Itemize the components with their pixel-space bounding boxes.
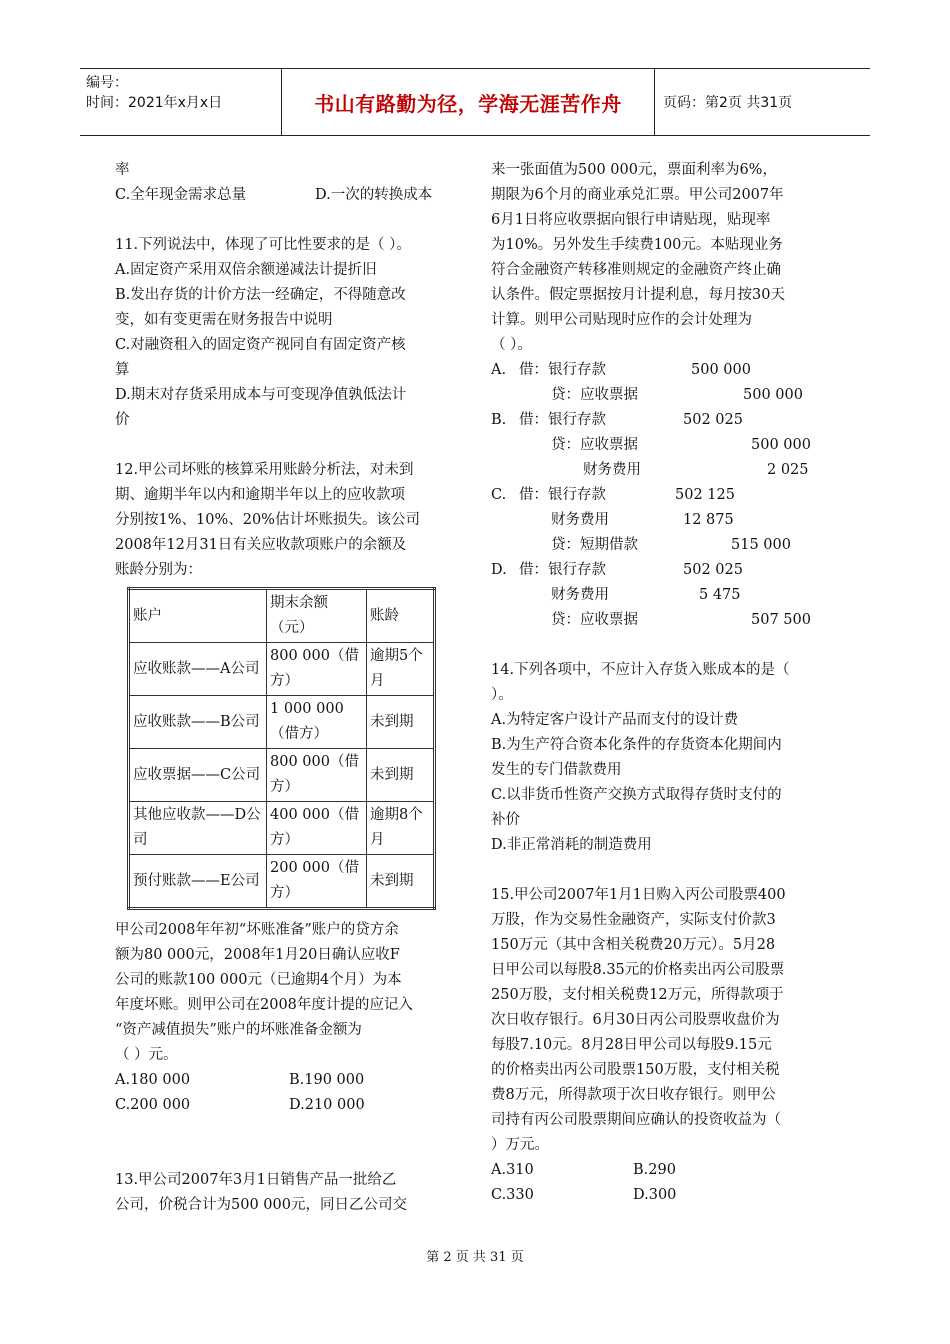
question-14-option-a: A.为特定客户设计产品而支付的设计费 — [491, 712, 739, 728]
table-cell: 未到期 — [367, 749, 435, 802]
question-13-stem: 期限为6个月的商业承兑汇票。甲公司2007年 — [491, 187, 784, 203]
left-column — [115, 158, 465, 1218]
question-13-stem: 认条件。假定票据按月计提利息，每月按30天 — [491, 287, 785, 303]
question-15-option-d: D.300 — [633, 1187, 677, 1203]
table-cell: 800 000（借方） — [267, 643, 367, 696]
table-cell: 逾期8个月 — [367, 802, 435, 855]
page-footer: 第 2 页 共 31 页 — [426, 1250, 524, 1265]
question-12-option-c: C.200 000 — [115, 1097, 191, 1113]
journal-entry-line — [491, 433, 851, 458]
receivables-table — [127, 587, 436, 910]
question-14-option-c-cont: 补价 — [491, 812, 520, 828]
header-page-number: 页码：第2页 共31页 — [663, 95, 793, 111]
question-12-stem: 12.甲公司坏账的核算采用账龄分析法，对未到 — [115, 462, 414, 478]
entry-amount: 12 875 — [683, 512, 734, 528]
table-row — [129, 802, 435, 855]
entry-account: 财务费用 — [583, 462, 641, 478]
entry-amount: 500 000 — [691, 362, 751, 378]
entry-amount: 507 500 — [751, 612, 811, 628]
journal-entry-line — [491, 383, 851, 408]
option-row — [491, 1183, 851, 1208]
journal-entry-line — [491, 608, 851, 633]
question-14-option-b-cont: 发生的专门借款费用 — [491, 762, 622, 778]
option-d: D.一次的转换成本 — [315, 187, 433, 203]
option-row — [115, 183, 465, 208]
question-15-stem: ）万元。 — [491, 1137, 549, 1153]
option-label: C. — [491, 487, 507, 503]
option-label: A. — [491, 362, 507, 378]
journal-entry-line — [491, 483, 851, 508]
entry-amount: 500 000 — [751, 437, 811, 453]
table-header: 账龄 — [367, 589, 435, 643]
option-label: B. — [491, 412, 507, 428]
question-13-stem: 公司，价税合计为500 000元，同日乙公司交 — [115, 1197, 407, 1213]
journal-entry-line — [491, 533, 851, 558]
option-label: D. — [491, 562, 507, 578]
question-13-stem: 6月1日将应收票据向银行申请贴现，贴现率 — [491, 212, 771, 228]
journal-entry-line — [491, 358, 851, 383]
question-13-stem: 计算。则甲公司贴现时应作的会计处理为 — [491, 312, 752, 328]
question-12-text: 甲公司2008年年初“坏账准备”账户的贷方余 — [115, 922, 399, 938]
right-column — [491, 158, 851, 1208]
entry-amount: 502 025 — [683, 412, 743, 428]
table-row — [129, 696, 435, 749]
question-12-text: 公司的账款100 000元（已逾期4个月）为本 — [115, 972, 402, 988]
entry-account: 贷：应收票据 — [551, 437, 638, 453]
entry-amount: 502 125 — [675, 487, 735, 503]
option-c: C.全年现金需求总量 — [115, 187, 247, 203]
entry-account: 贷：短期借款 — [551, 537, 638, 553]
question-12-text: 额为80 000元，2008年1月20日确认应收F — [115, 947, 400, 963]
question-15-stem: 15.甲公司2007年1月1日购入丙公司股票400 — [491, 887, 786, 903]
entry-account: 借：银行存款 — [519, 562, 606, 578]
question-15-stem: 次日收存银行。6月30日丙公司股票收盘价为 — [491, 1012, 780, 1028]
table-cell: 其他应收款——D公司 — [129, 802, 267, 855]
question-15-stem: 150万元（其中含相关税费20万元）。5月28 — [491, 937, 776, 953]
table-header-row — [129, 589, 435, 643]
question-11-option-d-cont: 价 — [115, 412, 130, 428]
question-11-option-c: C.对融资租入的固定资产视同自有固定资产核 — [115, 337, 406, 353]
question-14-stem: ）。 — [491, 687, 513, 703]
entry-account: 借：银行存款 — [519, 362, 606, 378]
table-cell: 200 000（借方） — [267, 855, 367, 909]
table-row — [129, 643, 435, 696]
option-row — [491, 1158, 851, 1183]
question-15-option-b: B.290 — [633, 1162, 676, 1178]
question-12-text: 年度坏账。则甲公司在2008年度计提的应记入 — [115, 997, 413, 1013]
table-cell: 应收账款——B公司 — [129, 696, 267, 749]
journal-entry-line — [491, 508, 851, 533]
question-13-stem: 符合金融资产转移准则规定的金融资产终止确 — [491, 262, 781, 278]
question-11-stem: 11.下列说法中，体现了可比性要求的是（ ）。 — [115, 237, 411, 253]
question-14-option-b: B.为生产符合资本化条件的存货资本化期间内 — [491, 737, 782, 753]
table-cell: 800 000（借方） — [267, 749, 367, 802]
entry-amount: 502 025 — [683, 562, 743, 578]
table-cell: 逾期5个月 — [367, 643, 435, 696]
question-12-stem: 2008年12月31日有关应收款项账户的余额及 — [115, 537, 407, 553]
header-time: 时间：2021年x月x日 — [86, 95, 223, 111]
entry-account: 财务费用 — [551, 587, 609, 603]
table-header: 期末余额（元） — [267, 589, 367, 643]
entry-account: 借：银行存款 — [519, 412, 606, 428]
table-header: 账户 — [129, 589, 267, 643]
continued-text: 率 — [115, 162, 130, 178]
question-11-option-b: B.发出存货的计价方法一经确定，不得随意改 — [115, 287, 406, 303]
table-cell: 未到期 — [367, 855, 435, 909]
question-12-text: （ ）元。 — [115, 1047, 178, 1063]
journal-entry-line — [491, 458, 851, 483]
header-meta — [80, 69, 282, 135]
entry-amount: 2 025 — [767, 462, 809, 478]
journal-entry-line — [491, 583, 851, 608]
question-12-stem: 期、逾期半年以内和逾期半年以上的应收款项 — [115, 487, 405, 503]
question-15-option-a: A.310 — [491, 1162, 534, 1178]
entry-account: 借：银行存款 — [519, 487, 606, 503]
question-11-option-c-cont: 算 — [115, 362, 130, 378]
question-15-stem: 日甲公司以每股8.35元的价格卖出丙公司股票 — [491, 962, 785, 978]
question-11-option-d: D.期末对存货采用成本与可变现净值孰低法计 — [115, 387, 407, 403]
table-cell: 1 000 000（借方） — [267, 696, 367, 749]
entry-account: 财务费用 — [551, 512, 609, 528]
entry-account: 贷：应收票据 — [551, 612, 638, 628]
entry-account: 贷：应收票据 — [551, 387, 638, 403]
question-12-option-a: A.180 000 — [115, 1072, 191, 1088]
question-15-stem: 司持有丙公司股票期间应确认的投资收益为（ — [491, 1112, 781, 1128]
table-cell: 400 000（借方） — [267, 802, 367, 855]
entry-amount: 5 475 — [699, 587, 741, 603]
question-13-stem: （ ）。 — [491, 337, 532, 353]
table-cell: 预付账款——E公司 — [129, 855, 267, 909]
question-11-option-b-cont: 变，如有变更需在财务报告中说明 — [115, 312, 333, 328]
option-row — [115, 1093, 465, 1118]
question-15-stem: 万股，作为交易性金融资产，实际支付价款3 — [491, 912, 776, 928]
table-cell: 应收账款——A公司 — [129, 643, 267, 696]
option-row — [115, 1068, 465, 1093]
question-12-option-b: B.190 000 — [289, 1072, 365, 1088]
question-15-stem: 费8万元，所得款项于次日收存银行。则甲公 — [491, 1087, 776, 1103]
journal-entry-line — [491, 558, 851, 583]
question-14-stem: 14.下列各项中，不应计入存货入账成本的是（ — [491, 662, 790, 678]
question-12-text: “资产减值损失”账户的坏账准备金额为 — [115, 1022, 362, 1038]
journal-entry-line — [491, 408, 851, 433]
table-cell: 应收票据——C公司 — [129, 749, 267, 802]
question-15-option-c: C.330 — [491, 1187, 534, 1203]
question-11-option-a: A.固定资产采用双倍余额递减法计提折旧 — [115, 262, 377, 278]
entry-amount: 500 000 — [743, 387, 803, 403]
question-12-stem: 账龄分别为： — [115, 562, 202, 578]
question-15-stem: 250万股，支付相关税费12万元，所得款项于 — [491, 987, 784, 1003]
question-15-stem: 每股7.10元。8月28日甲公司以每股9.15元 — [491, 1037, 772, 1053]
table-cell: 未到期 — [367, 696, 435, 749]
question-14-option-c: C.以非货币性资产交换方式取得存货时支付的 — [491, 787, 782, 803]
question-12-option-d: D.210 000 — [289, 1097, 365, 1113]
question-13-stem: 为10%。另外发生手续费100元。本贴现业务 — [491, 237, 783, 253]
header-motto: 书山有路勤为径，学海无涯苦作舟 — [282, 69, 655, 135]
entry-amount: 515 000 — [731, 537, 791, 553]
header-number: 编号： — [86, 75, 128, 91]
question-14-option-d: D.非正常消耗的制造费用 — [491, 837, 652, 853]
question-13-stem: 来一张面值为500 000元，票面利率为6%， — [491, 162, 777, 178]
table-row — [129, 749, 435, 802]
question-13-stem: 13.甲公司2007年3月1日销售产品一批给乙 — [115, 1172, 397, 1188]
page-header — [80, 68, 870, 136]
table-row — [129, 855, 435, 909]
question-15-stem: 的价格卖出丙公司股票150万股，支付相关税 — [491, 1062, 780, 1078]
question-12-stem: 分别按1%、10%、20%估计坏账损失。该公司 — [115, 512, 420, 528]
